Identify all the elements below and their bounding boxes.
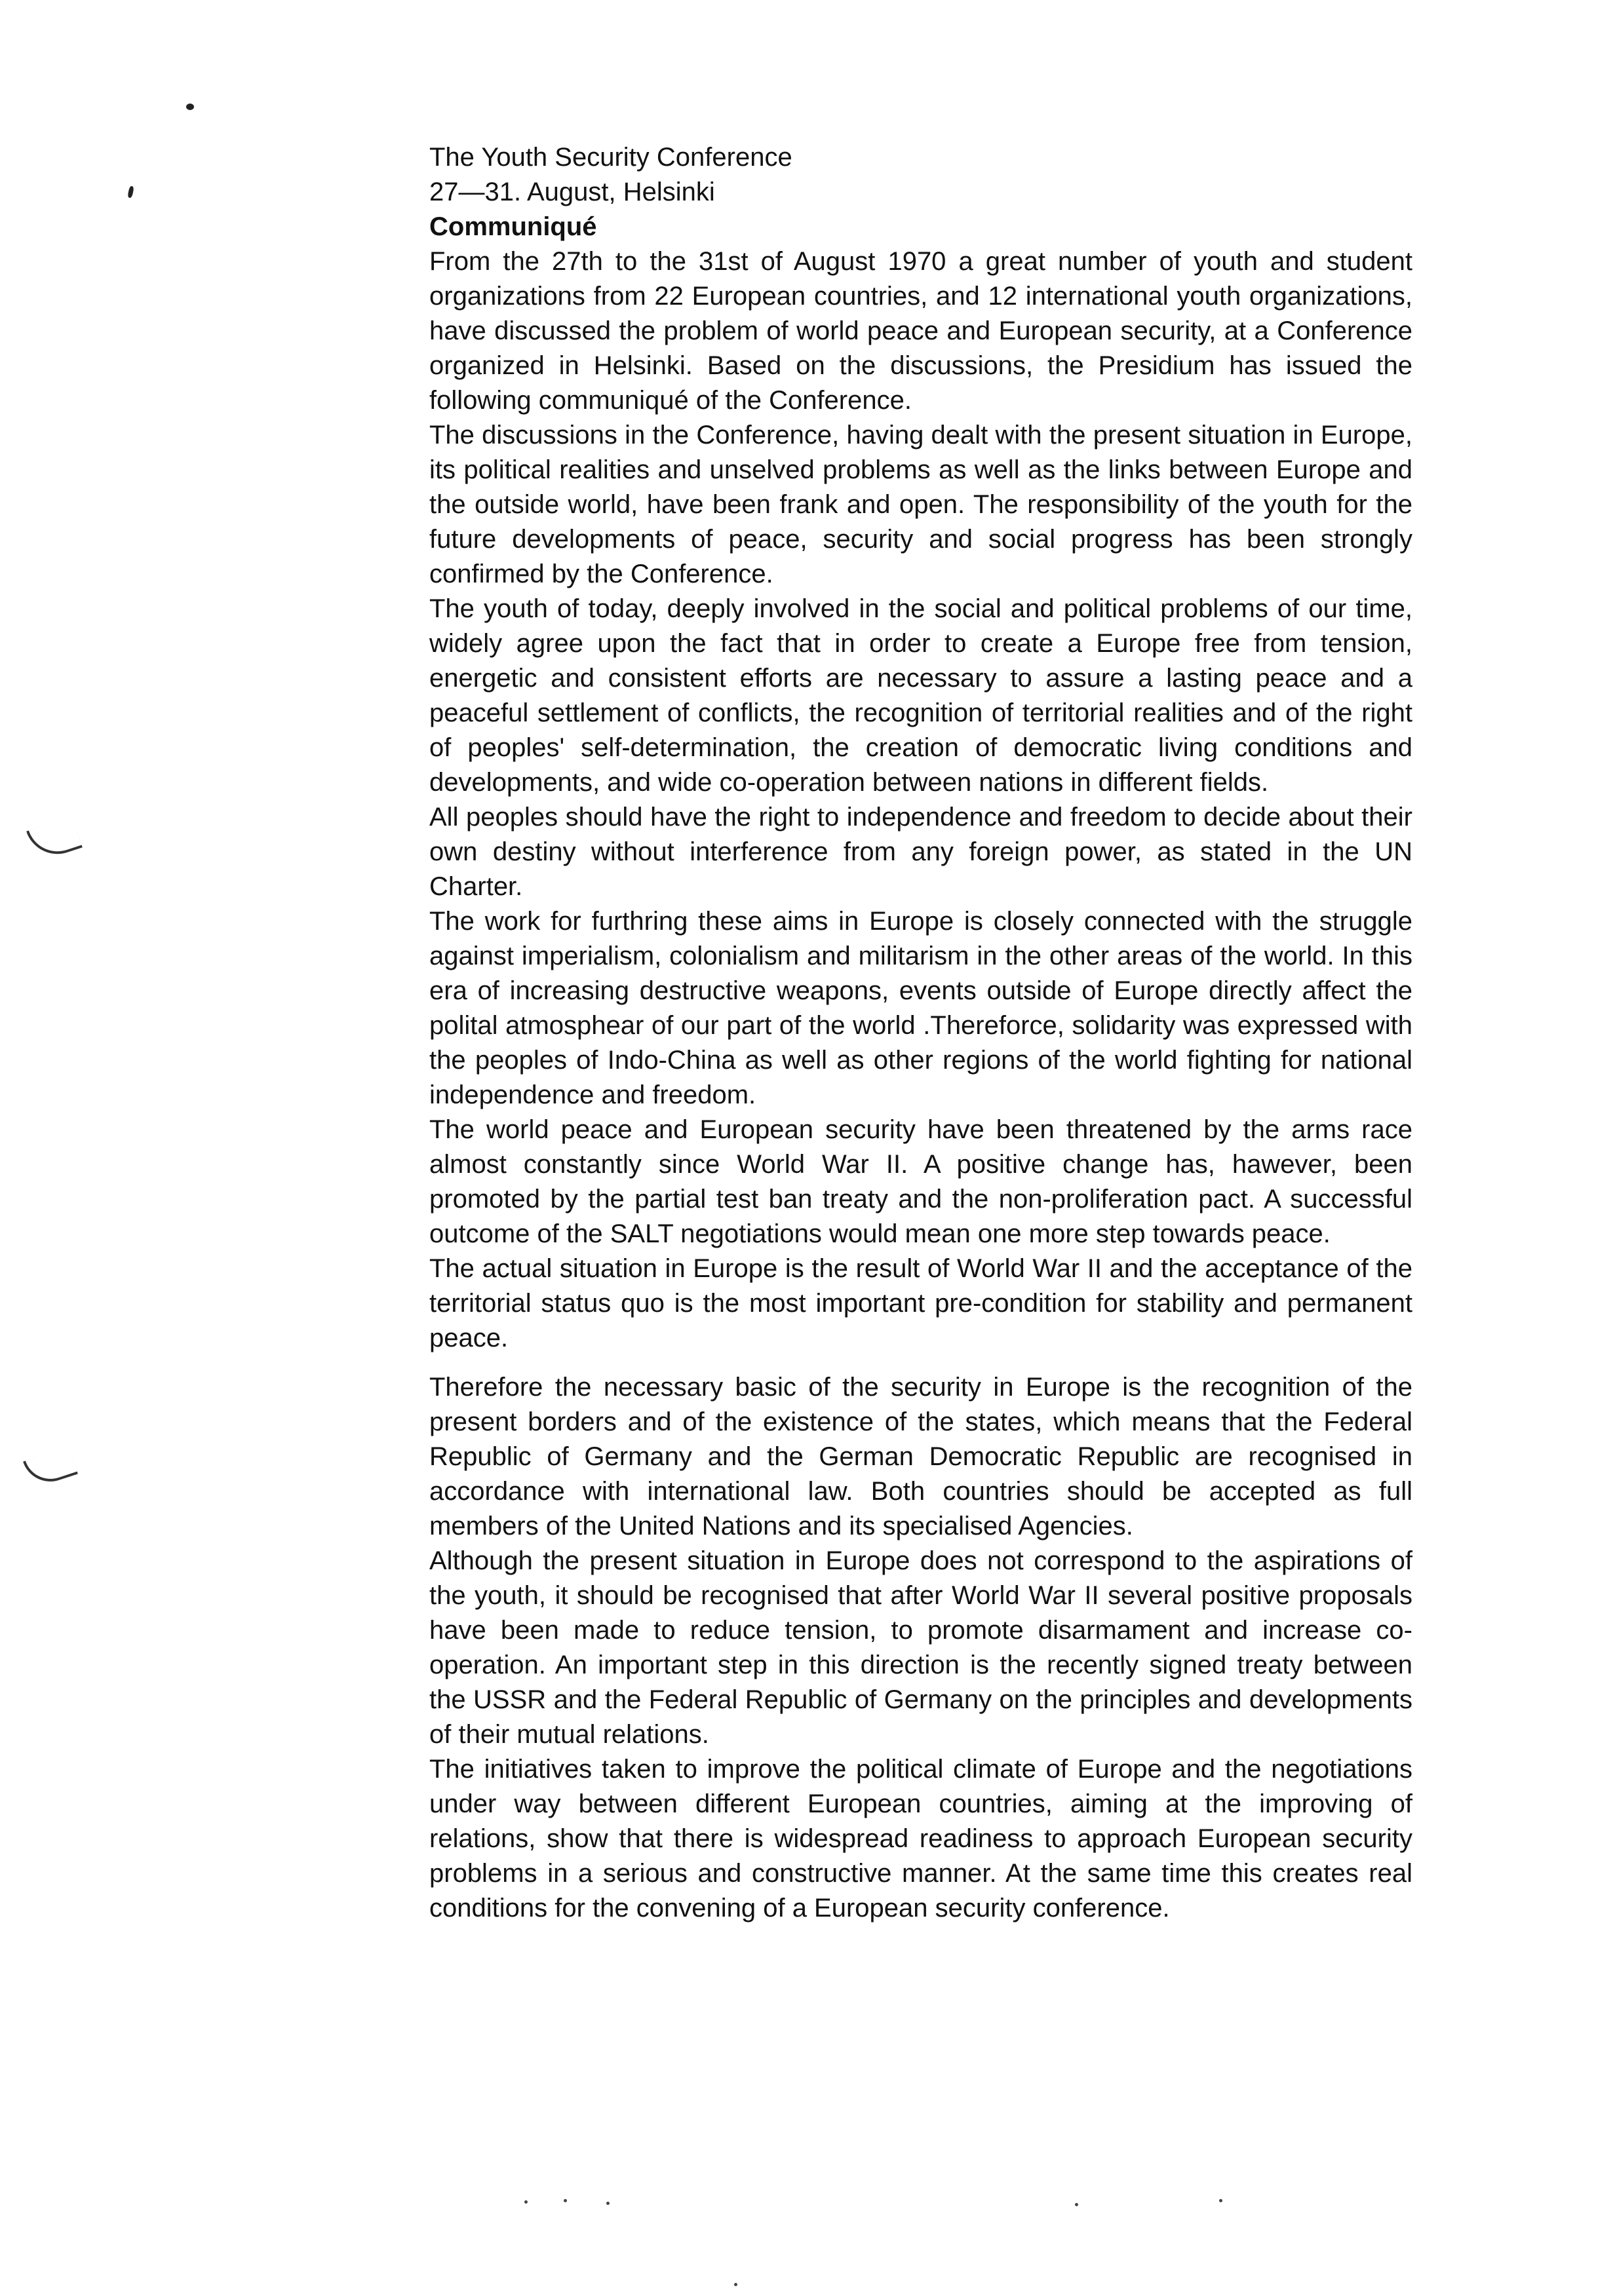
- paragraph-10: The initiatives taken to improve the political climate of Europe and the negotiations under way between different European countries, aiming at the improving of relations, show that there is widespread readiness to approach European security problems in a serious and constructive manner. At the same time this creates real conditions for the convening of a European security conference.: [429, 1755, 1412, 1923]
- paragraph-1: From the 27th to the 31st of August 1970 a great number of youth and student organizations from 22 European countries, and 12 international youth organizations, have discussed the problem of world peace and European security, at a Conference organized in Helsinki. Based on the discussions, the Presidium has issued the following communiqué of the Conference.: [429, 247, 1412, 415]
- scan-speck: [734, 2283, 737, 2286]
- paragraph-6: The world peace and European security have been threatened by the arms race almost constantly since World War II. A positive change has, hawever, been promoted by the partial test ban treaty and the non-proliferation pact. A successful outcome of the SALT negotiations would mean one more step towards peace.: [429, 1115, 1412, 1248]
- communique-text: [429, 140, 1412, 1926]
- scan-speck: [1219, 2199, 1222, 2202]
- scan-speck: [1075, 2203, 1078, 2206]
- paragraph-8: Therefore the necessary basic of the security in Europe is the recognition of the present borders and of the existence of the states, which means that the Federal Republic of Germany and the German Democratic Republic are recognised in accordance with international law. Both countries should be accepted as full members of the United Nations and its specialised Agencies.: [429, 1373, 1412, 1540]
- paragraph-5: The work for furthring these aims in Europe is closely connected with the struggle against imperialism, colonialism and militarism in the other areas of the world. In this era of increasing destructive weapons, events outside of Europe directly affect the polital atmosphear of our part of the world .Thereforce, solidarity was expressed with the peoples of Indo-China as well as other regions of the world fighting for national independence and freedom.: [429, 907, 1412, 1109]
- punch-hole-mark: [23, 1447, 78, 1489]
- punch-hole-mark: [26, 816, 83, 862]
- document-heading: Communiqué: [429, 212, 597, 241]
- scan-speck: [127, 185, 134, 198]
- scan-speck: [186, 104, 194, 110]
- paragraph-2: The discussions in the Conference, having dealt with the present situation in Europe, its political realities and unselved problems as well as the links between Europe and the outside world, have been frank and open. The responsibility of the youth for the future developments of peace, security and social progress has been strongly confirmed by the Conference.: [429, 421, 1412, 588]
- paragraph-3: The youth of today, deeply involved in the social and political problems of our time, widely agree upon the fact that in order to create a Europe free from tension, energetic and consistent efforts are necessary to assure a lasting peace and a peaceful settlement of conflicts, the recognition of territorial realities and of the right of peoples' self-determination, the creation of democratic living conditions and developments, and wide co-operation between nations in different fields.: [429, 594, 1412, 797]
- scan-speck: [564, 2199, 567, 2202]
- scan-speck: [524, 2200, 528, 2204]
- paragraph-4: All peoples should have the right to independence and freedom to decide about their own destiny without interference from any foreign power, as stated in the UN Charter.: [429, 803, 1412, 901]
- paragraph-9: Although the present situation in Europe does not correspond to the aspirations of the youth, it should be recognised that after World War II several positive proposals have been made to reduce tension, to promote disarmament and increase co-operation. An important step in this direction is the recently signed treaty between the USSR and the Federal Republic of Germany on the principles and developments of their mutual relations.: [429, 1546, 1412, 1749]
- paragraph-7: The actual situation in Europe is the result of World War II and the acceptance of the territorial status quo is the most important pre-condition for stability and permanent peace.: [429, 1254, 1412, 1352]
- conference-dates: 27—31. August, Helsinki: [429, 178, 715, 206]
- scan-speck: [606, 2202, 610, 2205]
- conference-title: The Youth Security Conference: [429, 143, 792, 172]
